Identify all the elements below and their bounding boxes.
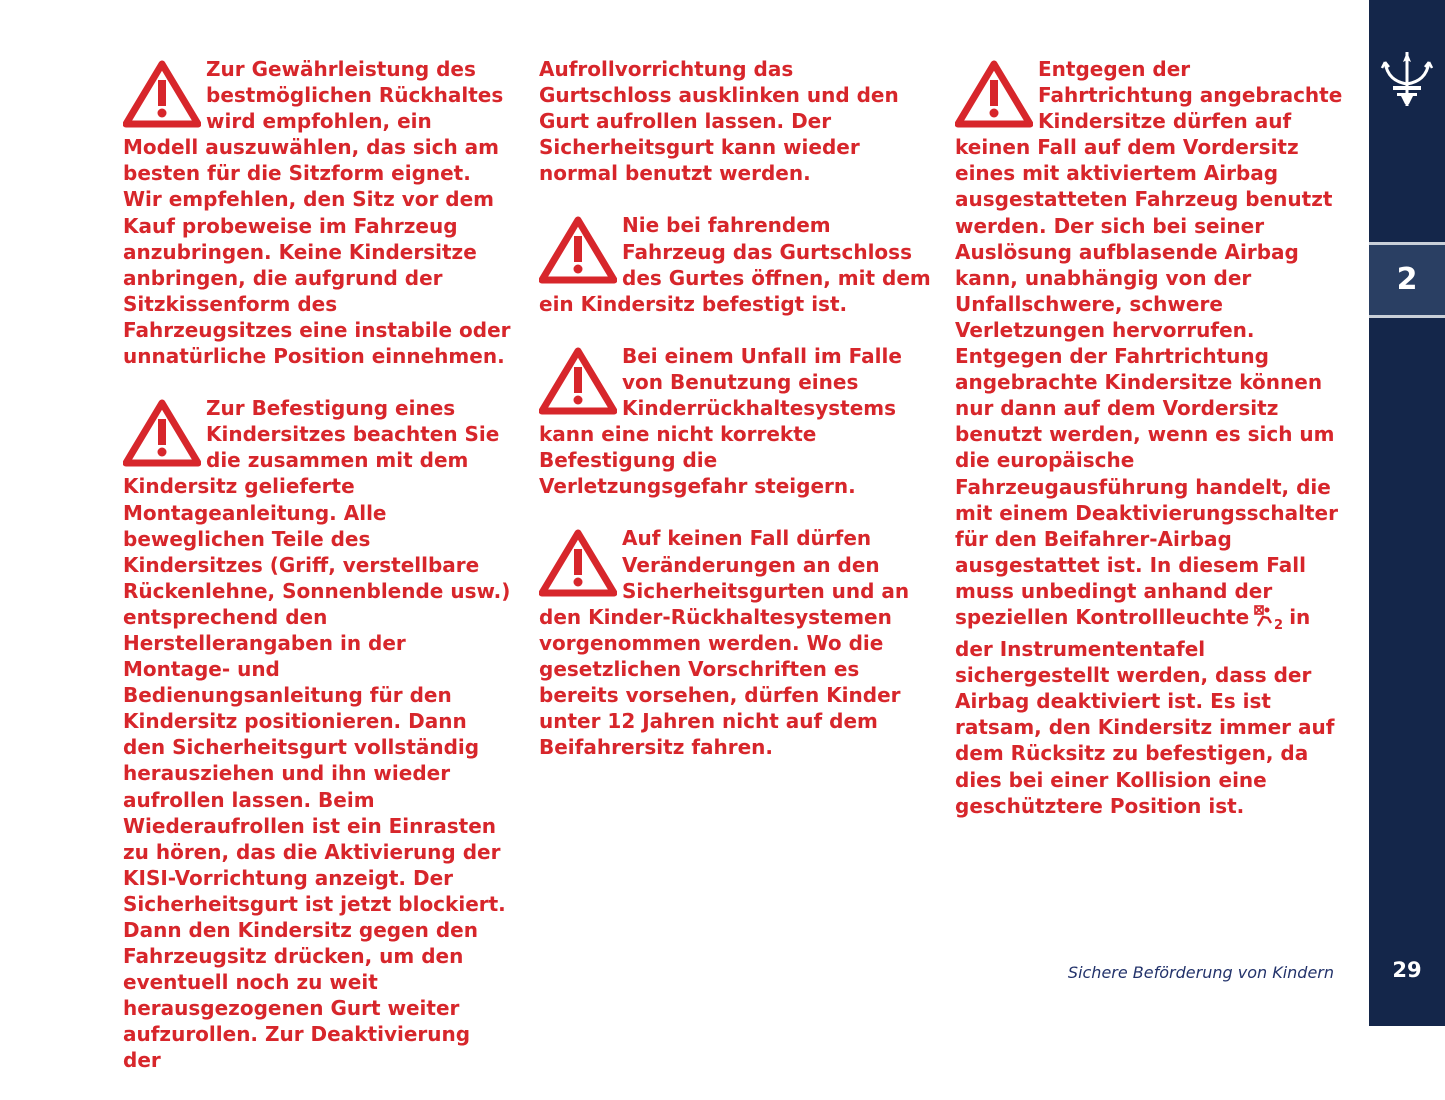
column-3 (955, 56, 1347, 845)
warning-triangle-icon (539, 216, 617, 284)
column-1 (123, 56, 513, 1100)
warning-text: Zur Gewährleistung des bestmöglichen Rückhaltes wird empfohlen, ein Modell auszuwählen, das sich am besten für die Sitzform eignet. Wir empfehlen, den Sitz vor dem Kauf probeweise im Fahrzeug anzubringen. Keine Kindersitze anbringen, die aufgrund der Sitzkissenform des Fahrzeugsitzes eine instabile oder unnatürliche Position einnehmen. (123, 57, 511, 369)
warning-block (539, 525, 931, 760)
warning-triangle-icon (123, 399, 201, 467)
warning-text: Nie bei fahrendem Fahrzeug das Gurtschloss des Gurtes öffnen, mit dem ein Kindersitz befestigt ist. (539, 213, 931, 316)
airbag-deactivation-indicator-icon (1253, 604, 1283, 636)
warning-triangle-icon (539, 529, 617, 597)
footer-section-title: Sichere Beförderung von Kindern (1067, 963, 1334, 982)
chapter-tab[interactable]: 2 (1369, 242, 1445, 318)
warning-block (123, 395, 513, 1073)
chapter-sidebar (1369, 0, 1445, 1026)
warning-triangle-icon (955, 60, 1033, 128)
svg-text:2: 2 (1274, 617, 1284, 630)
warning-text-part-1: Entgegen der Fahrtrichtung angebrachte Kindersitze dürfen auf keinen Fall auf dem Vordersitz eines mit aktiviertem Airbag ausgestatteten Fahrzeug benutzt werden. Der sich bei seiner Auslösung aufblasende Airbag kann, unabhängig von der Unfallschwere, schwere Verletzungen hervorrufen. Entgegen der Fahrtrichtung angebrachte Kindersitze können nur dann auf dem Vordersitz benutzt werden, wenn es sich um die europäische Fahrzeugausführung handelt, die mit einem Deaktivierungsschalter für den Beifahrer-Airbag ausgestattet ist. In diesem Fall muss unbedingt anhand der speziellen Kontrollleuchte (955, 57, 1343, 629)
warning-text: Bei einem Unfall im Falle von Benutzung eines Kinderrückhaltesystems kann eine nicht korrekte Befestigung die Verletzungsgefahr steigern. (539, 343, 902, 499)
column-2 (539, 56, 931, 786)
warning-text: Zur Befestigung eines Kindersitzes beachten Sie die zusammen mit dem Kindersitz gelieferte Montageanleitung. Alle beweglichen Teile des Kindersitzes (Griff, verstellbare Rückenlehne, Sonnenblende usw.) entsprechend den Herstellerangaben in der Montage- und Bedienungsanleitung für den Kindersitz positionieren. Dann den Sicherheitsgurt vollständig herausziehen und ihn wieder aufrollen lassen. Beim Wiederaufrollen ist ein Einrasten zu hören, das die Aktivierung der KISI-Vorrichtung anzeigt. Der Sicherheitsgurt ist jetzt blockiert. Dann den Kindersitz gegen den Fahrzeugsitz drücken, um den eventuell noch zu weit herausgezogenen Gurt weiter aufzurollen. Zur Deaktivierung der (123, 396, 511, 1073)
trident-logo-icon (1379, 48, 1435, 108)
warning-text-part-2: in der Instrumententafel sichergestellt werden, dass der Airbag deaktiviert ist. Es ist ratsam, den Kindersitz immer auf dem Rücksitz zu befestigen, da dies bei einer Kollision eine geschütztere Position ist. (955, 604, 1335, 818)
warning-block (539, 343, 931, 500)
warning-triangle-icon (123, 60, 201, 128)
continuation-block (539, 56, 931, 186)
warning-triangle-icon (539, 347, 617, 415)
warning-text: Auf keinen Fall dürfen Veränderungen an den Sicherheitsgurten und an den Kinder-Rückhaltesystemen vorgenommen werden. Wo die gesetzlichen Vorschriften es bereits vorsehen, dürfen Kinder unter 12 Jahren nicht auf dem Beifahrersitz fahren. (539, 526, 910, 760)
warning-block (955, 56, 1347, 819)
warning-block (539, 212, 931, 316)
warning-block (123, 56, 513, 369)
warning-text (955, 56, 1347, 819)
continuation-text: Aufrollvorrichtung das Gurtschloss ausklinken und den Gurt aufrollen lassen. Der Sicherheitsgurt kann wieder normal benutzt werden. (539, 57, 899, 186)
page-number: 29 (1392, 958, 1422, 982)
